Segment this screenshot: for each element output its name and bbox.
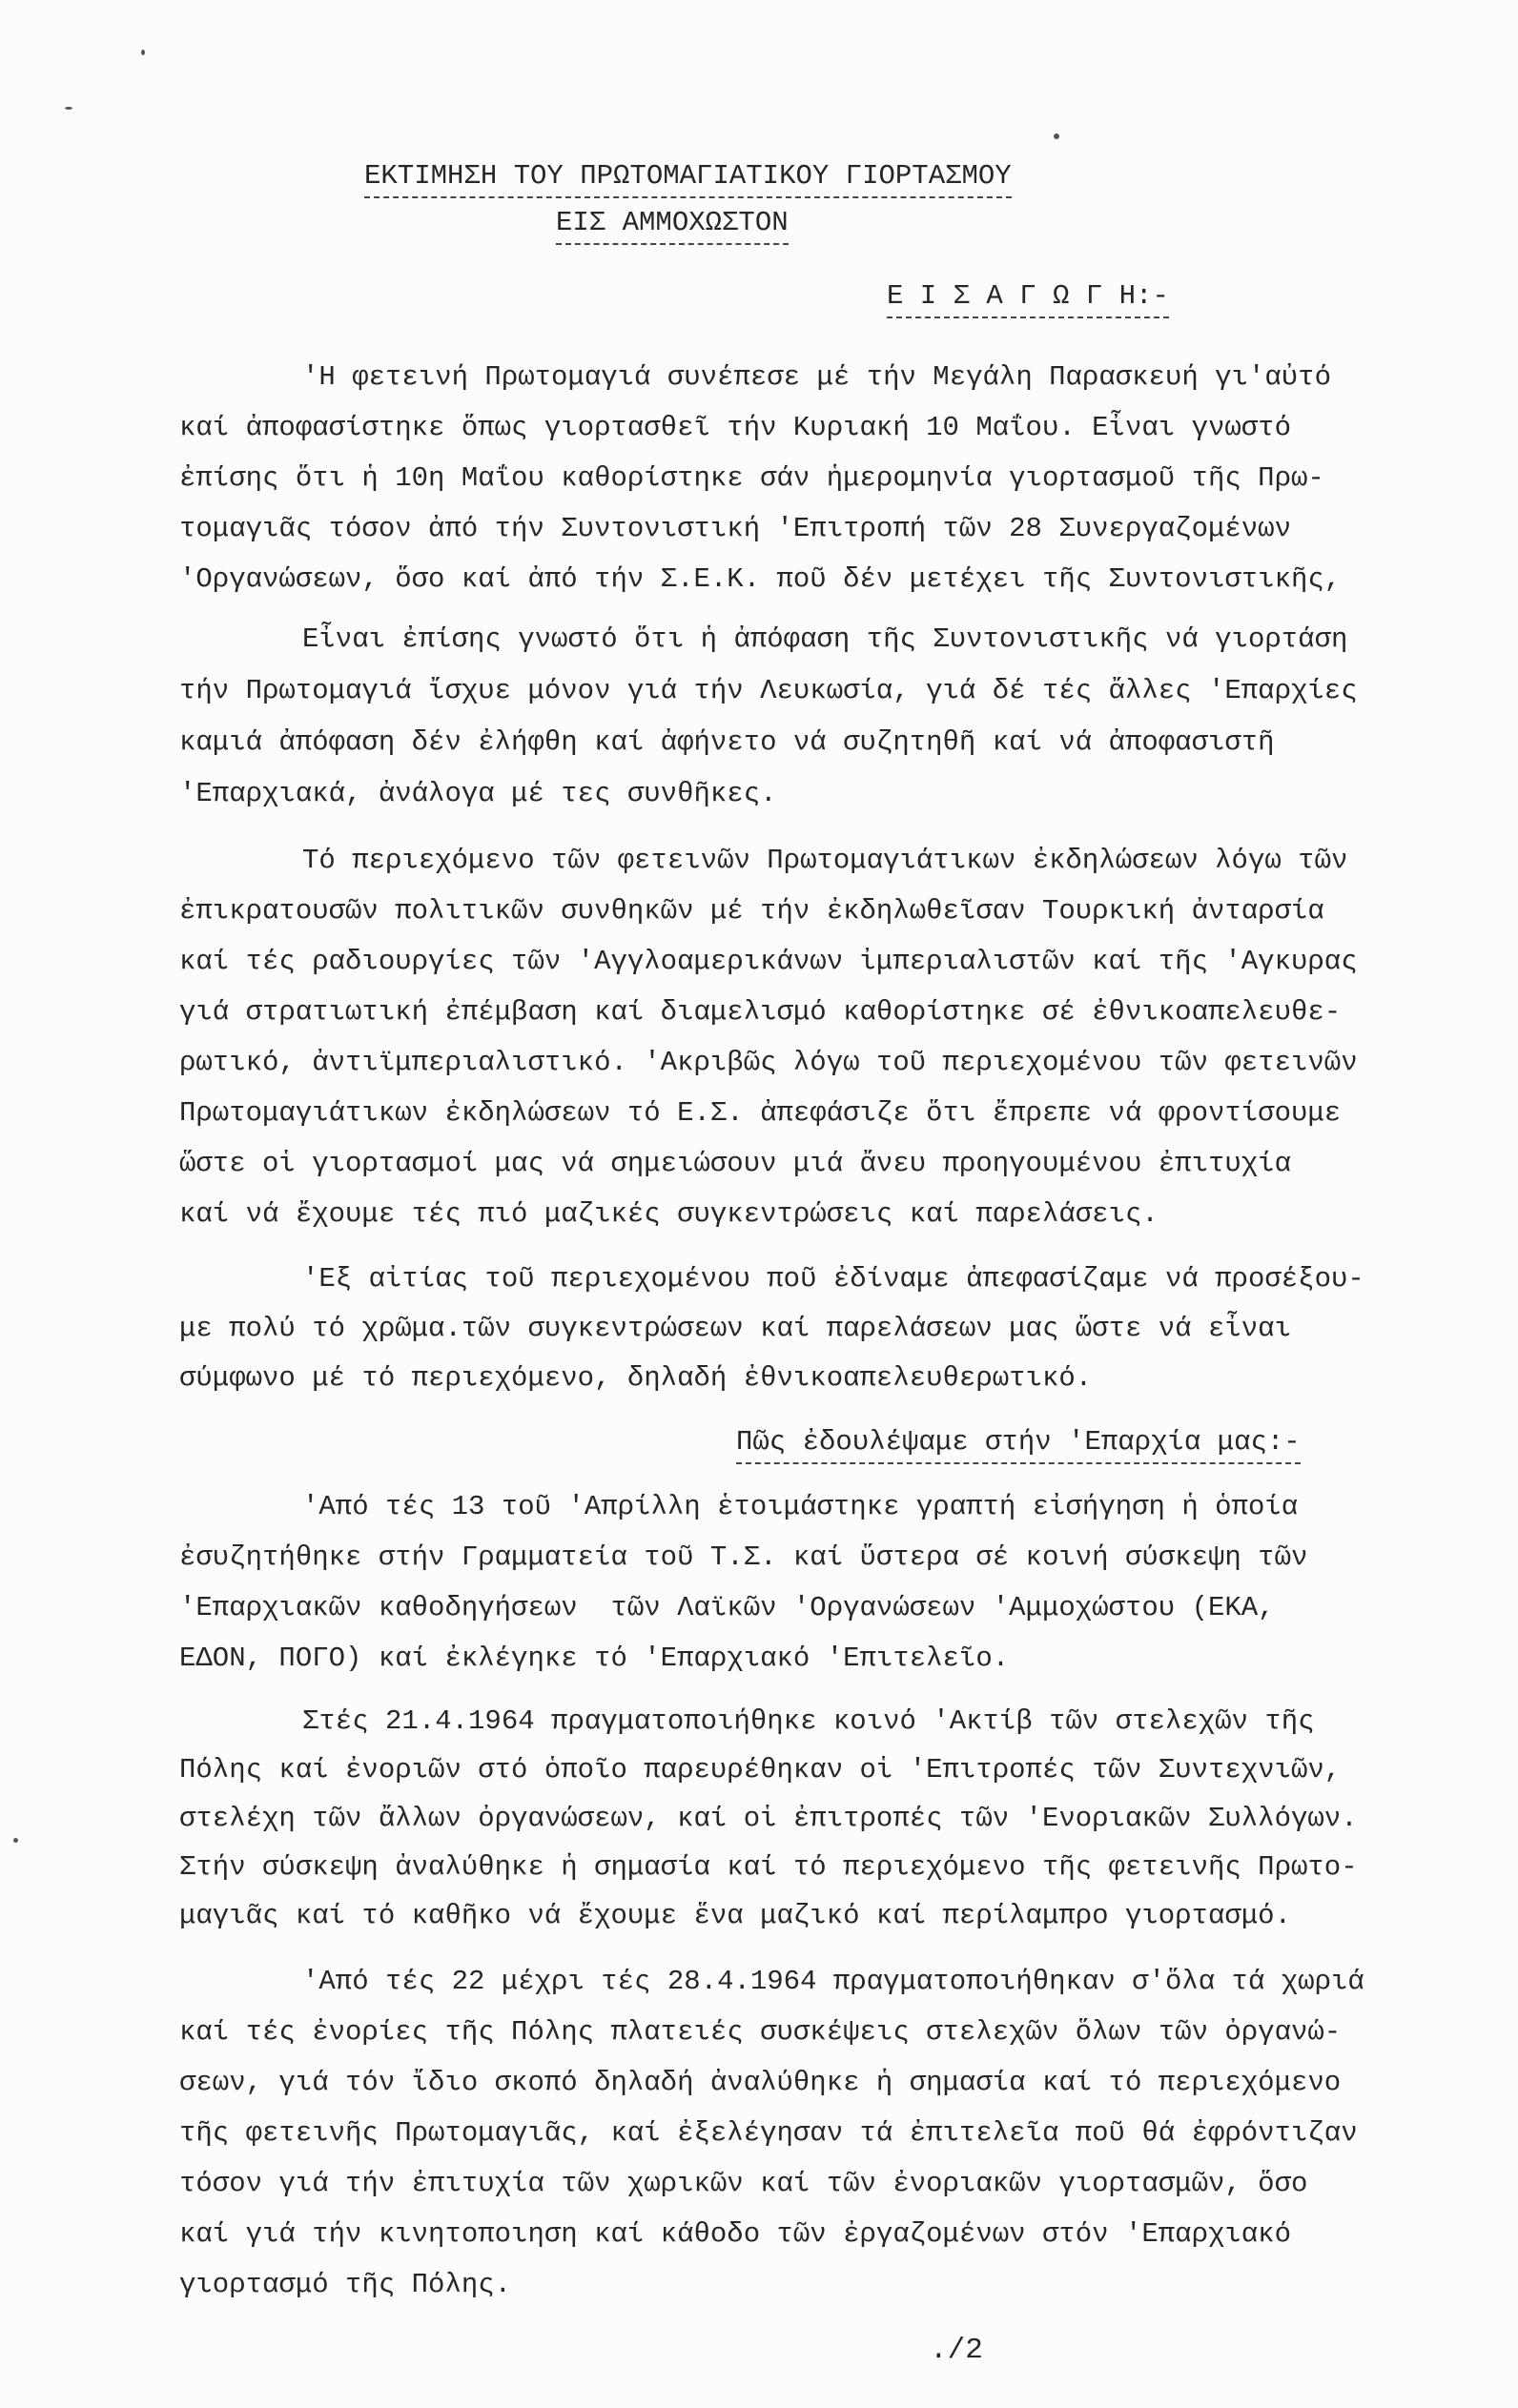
text-line: 'Οργανώσεων, ὅσο καί ἀπό τήν Σ.Ε.Κ. ποῦ δέν μετέχει τῆς Συντονιστικῆς, xyxy=(179,563,1342,595)
paragraph xyxy=(179,1697,1457,1940)
text-line: τόσον γιά τήν ἐπιτυχία τῶν χωρικῶν καί τῶν ἐνοριακῶν γιορτασμῶν, ὅσο xyxy=(179,2168,1308,2199)
text-line: καμιά ἀπόφαση δέν ἐλήφθη καί ἀφήνετο νά συζητηθῆ καί νά ἀποφασιστῆ xyxy=(179,726,1275,758)
paragraph xyxy=(179,352,1457,604)
text-line: ρωτικό, ἀντιϊμπεριαλιστικό. 'Ακριβῶς λόγω τοῦ περιεχομένου τῶν φετεινῶν xyxy=(179,1047,1358,1078)
text-line: στελέχη τῶν ἄλλων ὀργανώσεων, καί οἱ ἐπιτροπές τῶν 'Ενοριακῶν Συλλόγων. xyxy=(179,1803,1358,1834)
text-line: τήν Πρωτομαγιά ἴσχυε μόνον γιά τήν Λευκωσία, γιά δέ τές ἄλλες 'Επαρχίες xyxy=(179,675,1358,706)
text-line: Πρωτομαγιάτικων ἐκδηλώσεων τό Ε.Σ. ἀπεφάσιζε ὅτι ἔπρεπε νά φροντίσουμε xyxy=(179,1097,1342,1129)
scan-speck xyxy=(13,1838,18,1843)
text-line: με πολύ τό χρῶμα.τῶν συγκεντρώσεων καί παρελάσεων μας ὥστε νά εἶναι xyxy=(179,1313,1291,1344)
text-line: καί νά ἔχουμε τές πιό μαζικές συγκεντρώσεις καί παρελάσεις. xyxy=(179,1198,1159,1230)
text-line: γιορτασμό τῆς Πόλης. xyxy=(179,2269,512,2300)
text-line: ΕΔΟΝ, ΠΟΓΟ) καί ἐκλέγηκε τό 'Επαρχιακό 'Επιτελεῖο. xyxy=(179,1643,1010,1674)
paragraph xyxy=(179,1956,1457,2310)
paragraph xyxy=(179,1255,1457,1403)
text-line: ἐπίσης ὅτι ἡ 10η Μαΐου καθορίστηκε σάν ἡμερομηνία γιορτασμοῦ τῆς Πρω- xyxy=(179,462,1324,494)
text-line: 'Από τές 22 μέχρι τές 28.4.1964 πραγματοποιήθηκαν σ'ὅλα τά χωριά xyxy=(302,1966,1364,1997)
text-line: 'Επαρχιακῶν καθοδηγήσεων τῶν Λαϊκῶν 'Οργανώσεων 'Αμμοχώστου (ΕΚΑ, xyxy=(179,1592,1275,1623)
text-line: Πόλης καί ἐνοριῶν στό ὁποῖο παρευρέθηκαν οἱ 'Επιτροπές τῶν Συντεχνιῶν, xyxy=(179,1754,1342,1786)
document-title-line-1: ΕΚΤΙΜΗΣΗ ΤΟΥ ΠΡΩΤΟΜΑΓΙΑΤΙΚΟΥ ΓΙΟΡΤΑΣΜΟΥ xyxy=(364,157,1012,198)
paragraph xyxy=(179,1481,1457,1684)
paragraph xyxy=(179,835,1457,1239)
text-line: Στές 21.4.1964 πραγματοποιήθηκε κοινό 'Ακτίβ τῶν στελεχῶν τῆς xyxy=(302,1705,1315,1737)
text-line: καί τές ραδιουργίες τῶν 'Αγγλοαμερικάνων ἰμπεριαλιστῶν καί τῆς 'Αγκυρας xyxy=(179,946,1358,977)
scan-speck xyxy=(141,50,145,55)
paragraph xyxy=(179,614,1457,820)
text-line: ὥστε οἱ γιορτασμοί μας νά σημειώσουν μιά ἄνευ προηγουμένου ἐπιτυχία xyxy=(179,1148,1291,1179)
text-line: τῆς φετεινῆς Πρωτομαγιᾶς, καί ἐξελέγησαν τά ἐπιτελεῖα ποῦ θά ἐφρόντιζαν xyxy=(179,2117,1358,2149)
text-line: ἐσυζητήθηκε στήν Γραμματεία τοῦ Τ.Σ. καί ὕστερα σέ κοινή σύσκεψη τῶν xyxy=(179,1541,1308,1573)
text-line: σύμφωνο μέ τό περιεχόμενο, δηλαδή ἐθνικοαπελευθερωτικό. xyxy=(179,1362,1093,1394)
text-line: 'Εξ αἰτίας τοῦ περιεχομένου ποῦ ἐδίναμε ἀπεφασίζαμε νά προσέξου- xyxy=(302,1263,1364,1295)
text-line: τομαγιᾶς τόσον ἀπό τήν Συντονιστική 'Επιτροπή τῶν 28 Συνεργαζομένων xyxy=(179,513,1291,544)
page-continuation-marker: ./2 xyxy=(930,2334,983,2367)
text-line: καί τές ἐνορίες τῆς Πόλης πλατειές συσκέψεις στελεχῶν ὅλων τῶν ὀργανώ- xyxy=(179,2016,1342,2048)
text-line: ἐπικρατουσῶν πολιτικῶν συνθηκῶν μέ τήν ἐκδηλωθεῖσαν Τουρκική ἀνταρσία xyxy=(179,895,1324,927)
text-line: σεων, γιά τόν ἴδιο σκοπό δηλαδή ἀναλύθηκε ἡ σημασία καί τό περιεχόμενο xyxy=(179,2067,1342,2098)
text-line: Εἶναι ἐπίσης γνωστό ὅτι ἡ ἀπόφαση τῆς Συντονιστικῆς νά γιορτάση xyxy=(302,623,1348,655)
text-line: Στήν σύσκεψη ἀναλύθηκε ἡ σημασία καί τό περιεχόμενο τῆς φετεινῆς Πρωτο- xyxy=(179,1851,1358,1883)
scan-speck xyxy=(1054,133,1059,139)
scan-speck xyxy=(65,107,72,110)
text-line: καί ἀποφασίστηκε ὅπως γιορτασθεῖ τήν Κυριακή 10 Μαΐου. Εἶναι γνωστό xyxy=(179,412,1291,443)
text-line: Τό περιεχόμενο τῶν φετεινῶν Πρωτομαγιάτικων ἐκδηλώσεων λόγω τῶν xyxy=(302,845,1348,876)
text-line: 'Η φετεινή Πρωτομαγιά συνέπεσε μέ τήν Μεγάλη Παρασκευή γι'αὐτό xyxy=(302,361,1331,393)
text-line: 'Από τές 13 τοῦ 'Απρίλλη ἑτοιμάστηκε γραπτή εἰσήγηση ἡ ὁποία xyxy=(302,1491,1299,1522)
text-line: μαγιᾶς καί τό καθῆκο νά ἔχουμε ἕνα μαζικό καί περίλαμπρο γιορτασμό. xyxy=(179,1900,1291,1931)
text-line: καί γιά τήν κινητοποιηση καί κάθοδο τῶν ἐργαζομένων στόν 'Επαρχιακό xyxy=(179,2218,1291,2250)
intro-heading: Ε Ι Σ Α Γ Ω Γ Η:- xyxy=(887,277,1169,318)
document-title-line-2: ΕΙΣ ΑΜΜΟΧΩΣΤΟΝ xyxy=(556,204,789,245)
text-line: 'Επαρχιακά, ἀνάλογα μέ τες συνθῆκες. xyxy=(179,778,777,809)
text-line: γιά στρατιωτική ἐπέμβαση καί διαμελισμό καθορίστηκε σέ ἐθνικοαπελευθε- xyxy=(179,996,1342,1028)
section-heading: Πῶς ἐδουλέψαμε στήν 'Επαρχία μας:- xyxy=(736,1423,1301,1464)
